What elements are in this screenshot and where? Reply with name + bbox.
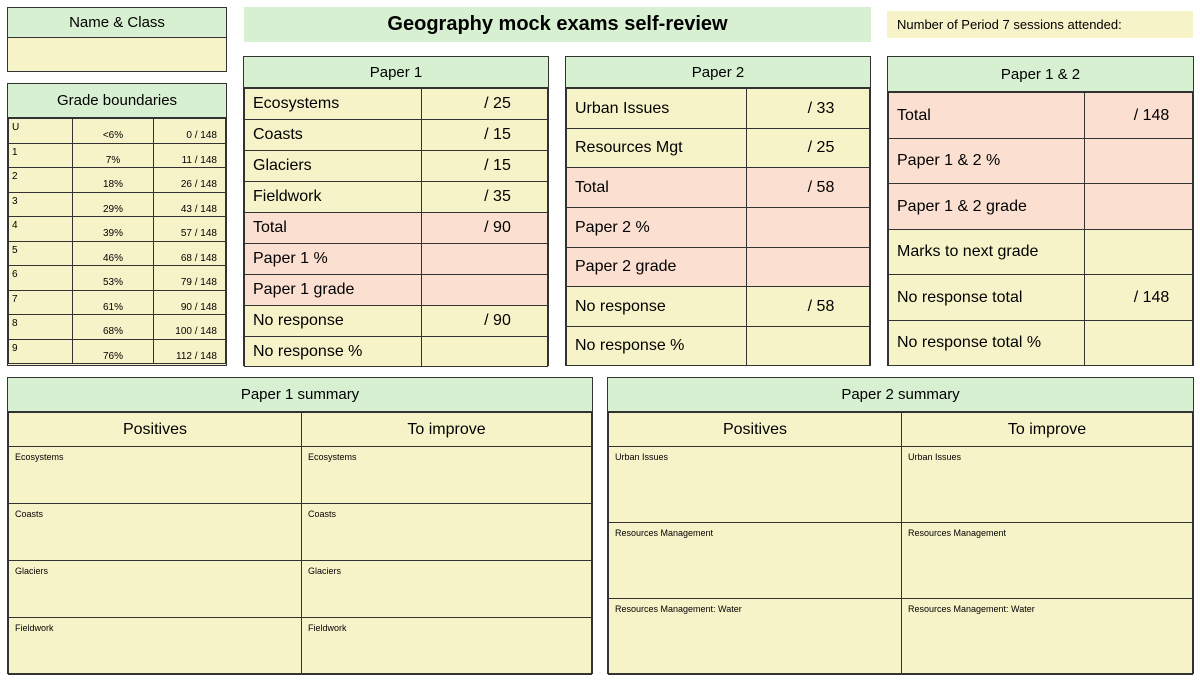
paper2-marks-cell[interactable]: / 25: [747, 129, 870, 168]
paper2-marks-cell[interactable]: / 58: [747, 168, 870, 208]
paper1-marks-cell[interactable]: / 90: [422, 213, 548, 244]
paper2-row-label: Resources Mgt: [567, 129, 747, 168]
paper12-row: [889, 321, 1193, 366]
paper1-row: [245, 213, 548, 244]
paper12-row: [889, 230, 1193, 275]
improve-cell[interactable]: Coasts: [302, 504, 592, 561]
paper1-marks-cell[interactable]: [422, 244, 548, 275]
grade-percent-cell: 61%: [73, 290, 154, 315]
period7-sessions-label: Number of Period 7 sessions attended:: [887, 11, 1193, 38]
paper1-row: [245, 337, 548, 367]
paper2-panel: [565, 56, 871, 366]
paper1-row-label: Glaciers: [245, 151, 422, 182]
grade-percent-cell: 46%: [73, 241, 154, 266]
grade-boundary-row: [9, 192, 226, 217]
summary-row: [609, 523, 1193, 599]
grade-boundary-row: [9, 217, 226, 242]
grade-marks-cell: 68 / 148: [154, 241, 226, 266]
paper2-row: [567, 327, 870, 366]
paper1-panel: [243, 56, 549, 366]
paper12-marks-cell[interactable]: [1085, 230, 1193, 275]
positive-cell[interactable]: Glaciers: [9, 561, 302, 618]
grade-boundaries-table: [8, 118, 226, 364]
grade-percent-cell: 76%: [73, 339, 154, 364]
paper12-marks-cell[interactable]: [1085, 321, 1193, 366]
paper12-panel: [887, 56, 1194, 366]
grade-cell: 3: [9, 192, 73, 217]
paper12-table: [888, 92, 1193, 366]
positive-cell[interactable]: Urban Issues: [609, 447, 902, 523]
paper2-row: [567, 168, 870, 208]
grade-boundary-row: [9, 119, 226, 144]
paper12-title: Paper 1 & 2: [888, 57, 1193, 92]
paper12-row-label: Marks to next grade: [889, 230, 1085, 275]
paper12-marks-cell[interactable]: [1085, 139, 1193, 184]
improve-cell[interactable]: Resources Management: [902, 523, 1193, 599]
grade-marks-cell: 0 / 148: [154, 119, 226, 144]
improve-cell[interactable]: Ecosystems: [302, 447, 592, 504]
grade-boundary-row: [9, 315, 226, 340]
grade-marks-cell: 100 / 148: [154, 315, 226, 340]
positive-cell[interactable]: Resources Management: [609, 523, 902, 599]
to-improve-header: To improve: [902, 413, 1193, 447]
paper1-row: [245, 151, 548, 182]
paper2-marks-cell[interactable]: [747, 208, 870, 248]
paper1-row-label: Coasts: [245, 120, 422, 151]
positives-header: Positives: [9, 413, 302, 447]
paper12-row-label: No response total: [889, 275, 1085, 321]
grade-cell: 8: [9, 315, 73, 340]
grade-boundary-row: [9, 241, 226, 266]
paper2-title: Paper 2: [566, 57, 870, 88]
paper2-table: [566, 88, 870, 366]
paper12-marks-cell[interactable]: / 148: [1085, 275, 1193, 321]
paper1-row: [245, 182, 548, 213]
grade-cell: 4: [9, 217, 73, 242]
improve-cell[interactable]: Glaciers: [302, 561, 592, 618]
paper12-row: [889, 93, 1193, 139]
name-class-label: Name & Class: [8, 8, 226, 38]
paper2-row-label: Paper 2 %: [567, 208, 747, 248]
summary-row: [9, 561, 592, 618]
paper2-row: [567, 129, 870, 168]
paper12-row: [889, 184, 1193, 230]
paper1-row-label: Paper 1 %: [245, 244, 422, 275]
grade-marks-cell: 79 / 148: [154, 266, 226, 291]
paper1-summary-table: [8, 412, 592, 675]
grade-boundaries-title: Grade boundaries: [8, 84, 226, 118]
grade-marks-cell: 90 / 148: [154, 290, 226, 315]
grade-cell: 9: [9, 339, 73, 364]
paper2-row-label: No response: [567, 287, 747, 327]
paper12-row-label: No response total %: [889, 321, 1085, 366]
paper1-row: [245, 244, 548, 275]
grade-marks-cell: 57 / 148: [154, 217, 226, 242]
paper1-row-label: Paper 1 grade: [245, 275, 422, 306]
paper2-marks-cell[interactable]: [747, 327, 870, 366]
summary-row: [9, 618, 592, 675]
positive-cell[interactable]: Coasts: [9, 504, 302, 561]
paper1-summary-panel: [7, 377, 593, 674]
summary-column-headers: [9, 413, 592, 447]
summary-row: [609, 599, 1193, 675]
page-title: Geography mock exams self-review: [244, 7, 871, 42]
paper1-row-label: No response %: [245, 337, 422, 367]
paper1-marks-cell[interactable]: / 90: [422, 306, 548, 337]
grade-percent-cell: 7%: [73, 143, 154, 168]
summary-row: [9, 447, 592, 504]
paper1-summary-title: Paper 1 summary: [8, 378, 592, 412]
summary-row: [609, 447, 1193, 523]
paper1-marks-cell[interactable]: [422, 337, 548, 367]
paper12-row-label: Paper 1 & 2 %: [889, 139, 1085, 184]
grade-marks-cell: 112 / 148: [154, 339, 226, 364]
grade-cell: 1: [9, 143, 73, 168]
grade-marks-cell: 43 / 148: [154, 192, 226, 217]
paper2-row-label: Urban Issues: [567, 89, 747, 129]
paper12-row: [889, 139, 1193, 184]
paper12-marks-cell[interactable]: / 148: [1085, 93, 1193, 139]
grade-boundary-row: [9, 143, 226, 168]
paper1-row-label: Total: [245, 213, 422, 244]
grade-percent-cell: <6%: [73, 119, 154, 144]
paper1-row-label: No response: [245, 306, 422, 337]
grade-percent-cell: 18%: [73, 168, 154, 193]
paper2-summary-title: Paper 2 summary: [608, 378, 1193, 412]
paper2-row-label: Paper 2 grade: [567, 248, 747, 287]
grade-boundary-row: [9, 266, 226, 291]
paper1-marks-cell[interactable]: / 35: [422, 182, 548, 213]
paper1-marks-cell[interactable]: / 15: [422, 151, 548, 182]
paper2-row: [567, 89, 870, 129]
paper1-row-label: Ecosystems: [245, 89, 422, 120]
paper2-row: [567, 208, 870, 248]
summary-column-headers: [609, 413, 1193, 447]
grade-marks-cell: 26 / 148: [154, 168, 226, 193]
positives-header: Positives: [609, 413, 902, 447]
paper2-row: [567, 287, 870, 327]
improve-cell[interactable]: Urban Issues: [902, 447, 1193, 523]
grade-cell: 7: [9, 290, 73, 315]
grade-percent-cell: 53%: [73, 266, 154, 291]
grade-percent-cell: 29%: [73, 192, 154, 217]
grade-marks-cell: 11 / 148: [154, 143, 226, 168]
grade-boundary-row: [9, 339, 226, 364]
paper1-row: [245, 89, 548, 120]
name-class-box: [7, 7, 227, 72]
paper12-row: [889, 275, 1193, 321]
to-improve-header: To improve: [302, 413, 592, 447]
positive-cell[interactable]: Ecosystems: [9, 447, 302, 504]
paper2-marks-cell[interactable]: / 58: [747, 287, 870, 327]
paper2-row-label: Total: [567, 168, 747, 208]
grade-percent-cell: 68%: [73, 315, 154, 340]
paper1-title: Paper 1: [244, 57, 548, 88]
paper1-marks-cell[interactable]: / 15: [422, 120, 548, 151]
paper2-marks-cell[interactable]: [747, 248, 870, 287]
paper2-marks-cell[interactable]: / 33: [747, 89, 870, 129]
grade-cell: 6: [9, 266, 73, 291]
paper1-marks-cell[interactable]: / 25: [422, 89, 548, 120]
improve-cell[interactable]: Fieldwork: [302, 618, 592, 675]
grade-cell: U: [9, 119, 73, 144]
grade-percent-cell: 39%: [73, 217, 154, 242]
summary-row: [9, 504, 592, 561]
paper2-row-label: No response %: [567, 327, 747, 366]
improve-cell[interactable]: Resources Management: Water: [902, 599, 1193, 675]
grade-boundary-row: [9, 290, 226, 315]
grade-cell: 2: [9, 168, 73, 193]
paper2-row: [567, 248, 870, 287]
positive-cell[interactable]: Resources Management: Water: [609, 599, 902, 675]
paper2-summary-table: [608, 412, 1193, 675]
paper1-row: [245, 120, 548, 151]
paper1-row: [245, 306, 548, 337]
paper12-marks-cell[interactable]: [1085, 184, 1193, 230]
paper12-row-label: Total: [889, 93, 1085, 139]
name-class-field[interactable]: [8, 38, 226, 70]
grade-cell: 5: [9, 241, 73, 266]
paper1-row: [245, 275, 548, 306]
paper2-summary-panel: [607, 377, 1194, 674]
grade-boundaries-panel: [7, 83, 227, 366]
paper12-row-label: Paper 1 & 2 grade: [889, 184, 1085, 230]
paper1-row-label: Fieldwork: [245, 182, 422, 213]
paper1-marks-cell[interactable]: [422, 275, 548, 306]
paper1-table: [244, 88, 548, 367]
positive-cell[interactable]: Fieldwork: [9, 618, 302, 675]
grade-boundary-row: [9, 168, 226, 193]
